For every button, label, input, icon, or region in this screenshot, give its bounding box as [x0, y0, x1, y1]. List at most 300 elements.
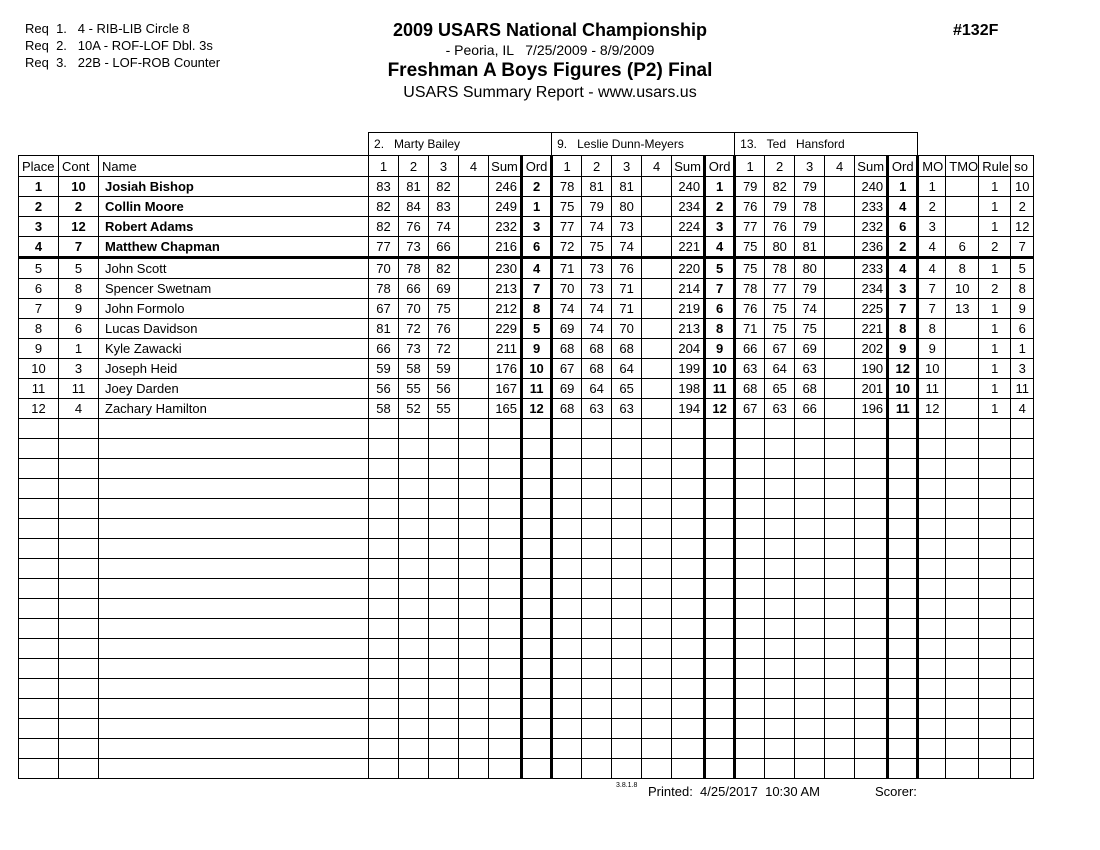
cell-rule: 1 [979, 339, 1011, 359]
cell-score [825, 659, 855, 679]
cell-score [459, 197, 489, 217]
cell-score: 67 [552, 359, 582, 379]
cell-name: Joey Darden [99, 379, 369, 399]
cell-score [429, 599, 459, 619]
cell-sum [489, 519, 522, 539]
cell-score: 58 [369, 399, 399, 419]
cell-place: 4 [19, 237, 59, 258]
cell-sum [672, 539, 705, 559]
empty-row [19, 459, 1034, 479]
cell-score [642, 197, 672, 217]
cell-score [825, 419, 855, 439]
cell-score [582, 619, 612, 639]
cell-score [369, 599, 399, 619]
cell-score [552, 679, 582, 699]
cell-score: 56 [369, 379, 399, 399]
cell-sum [672, 559, 705, 579]
cell-sum: 201 [855, 379, 888, 399]
cell-score [735, 539, 765, 559]
cell-score [399, 679, 429, 699]
cell-mo [918, 459, 946, 479]
cell-mo: 7 [918, 279, 946, 299]
cell-score [642, 559, 672, 579]
cell-score [735, 739, 765, 759]
cell-score [642, 579, 672, 599]
cell-ord [705, 419, 735, 439]
cell-sum [489, 559, 522, 579]
cell-ord [705, 539, 735, 559]
cell-name [99, 739, 369, 759]
cell-score [612, 519, 642, 539]
cell-ord: 6 [705, 299, 735, 319]
cell-sum [489, 759, 522, 779]
cell-place [19, 559, 59, 579]
cell-sum: 232 [855, 217, 888, 237]
cell-score [399, 539, 429, 559]
cell-score: 79 [765, 197, 795, 217]
cell-score [735, 759, 765, 779]
cell-score [369, 419, 399, 439]
cell-sum [672, 519, 705, 539]
cell-score [795, 639, 825, 659]
cell-sum: 176 [489, 359, 522, 379]
cell-sum [672, 419, 705, 439]
cell-sum: 240 [855, 177, 888, 197]
cell-score [765, 459, 795, 479]
cell-sum [489, 499, 522, 519]
cell-cont: 6 [59, 319, 99, 339]
cell-so [1011, 699, 1034, 719]
cell-score [582, 639, 612, 659]
cell-so: 5 [1011, 258, 1034, 279]
cell-score: 63 [582, 399, 612, 419]
cell-score: 81 [369, 319, 399, 339]
cell-score [582, 739, 612, 759]
cell-so [1011, 539, 1034, 559]
cell-score [795, 679, 825, 699]
cell-rule [979, 459, 1011, 479]
cell-score [765, 439, 795, 459]
cell-score: 73 [582, 258, 612, 279]
cell-name [99, 719, 369, 739]
cell-cont: 7 [59, 237, 99, 258]
cell-score [429, 639, 459, 659]
cell-score [429, 619, 459, 639]
cell-ord: 11 [705, 379, 735, 399]
cell-ord [705, 739, 735, 759]
cell-score: 58 [399, 359, 429, 379]
cell-tmo: 13 [946, 299, 979, 319]
cell-score: 66 [369, 339, 399, 359]
cell-score [642, 419, 672, 439]
cell-score [552, 559, 582, 579]
table-row [19, 399, 1034, 419]
cell-ord [888, 579, 918, 599]
cell-score [429, 759, 459, 779]
cell-rule: 1 [979, 359, 1011, 379]
cell-score [612, 419, 642, 439]
cell-score [582, 559, 612, 579]
cell-score [795, 519, 825, 539]
cell-place: 3 [19, 217, 59, 237]
cell-score [765, 519, 795, 539]
cell-place: 5 [19, 258, 59, 279]
cell-score [369, 559, 399, 579]
cell-score: 68 [612, 339, 642, 359]
cell-cont: 5 [59, 258, 99, 279]
cell-mo [918, 579, 946, 599]
cell-rule: 1 [979, 319, 1011, 339]
cell-score [399, 559, 429, 579]
cell-sum: 199 [672, 359, 705, 379]
cell-score [642, 399, 672, 419]
printed-timestamp: Printed: 4/25/2017 10:30 AM [648, 784, 821, 799]
cell-tmo [946, 619, 979, 639]
cell-score [735, 619, 765, 639]
cell-name: John Scott [99, 258, 369, 279]
cell-sum [489, 639, 522, 659]
cell-ord [522, 559, 552, 579]
cell-score: 74 [582, 217, 612, 237]
cell-ord: 6 [888, 217, 918, 237]
cell-sum: 165 [489, 399, 522, 419]
cell-score: 67 [369, 299, 399, 319]
cell-ord [705, 699, 735, 719]
cell-score [825, 217, 855, 237]
cell-score [582, 659, 612, 679]
table-row [19, 258, 1034, 279]
empty-row [19, 599, 1034, 619]
cell-cont: 9 [59, 299, 99, 319]
column-header: Sum [489, 156, 522, 177]
cell-rule [979, 439, 1011, 459]
cell-sum [489, 579, 522, 599]
cell-sum [672, 719, 705, 739]
cell-sum: 190 [855, 359, 888, 379]
cell-score [612, 579, 642, 599]
cell-score [459, 258, 489, 279]
cell-ord [705, 679, 735, 699]
cell-score: 79 [582, 197, 612, 217]
cell-place: 8 [19, 319, 59, 339]
cell-score: 56 [429, 379, 459, 399]
cell-sum: 234 [672, 197, 705, 217]
cell-cont [59, 639, 99, 659]
cell-score [795, 499, 825, 519]
cell-sum: 233 [855, 258, 888, 279]
cell-score [459, 759, 489, 779]
cell-ord: 2 [522, 177, 552, 197]
cell-mo [918, 759, 946, 779]
cell-tmo [946, 499, 979, 519]
cell-score [582, 679, 612, 699]
cell-score [735, 679, 765, 699]
cell-cont [59, 579, 99, 599]
cell-score [612, 499, 642, 519]
cell-sum: 224 [672, 217, 705, 237]
cell-mo [918, 599, 946, 619]
cell-tmo [946, 177, 979, 197]
cell-score [429, 699, 459, 719]
cell-score [612, 639, 642, 659]
cell-score [459, 359, 489, 379]
column-header: 1 [735, 156, 765, 177]
table-row [19, 279, 1034, 299]
cell-sum [672, 599, 705, 619]
cell-score: 71 [735, 319, 765, 339]
cell-score: 78 [765, 258, 795, 279]
cell-score [429, 739, 459, 759]
cell-score: 70 [552, 279, 582, 299]
cell-score [459, 459, 489, 479]
cell-score [642, 319, 672, 339]
cell-score [459, 719, 489, 739]
cell-sum [489, 699, 522, 719]
event-number: #132F [953, 22, 999, 39]
cell-tmo [946, 479, 979, 499]
cell-score: 75 [429, 299, 459, 319]
cell-score [612, 659, 642, 679]
cell-ord [522, 619, 552, 639]
cell-score [825, 258, 855, 279]
cell-score [429, 539, 459, 559]
cell-so [1011, 739, 1034, 759]
cell-sum [489, 679, 522, 699]
cell-score [642, 679, 672, 699]
cell-ord: 11 [888, 399, 918, 419]
cell-so [1011, 759, 1034, 779]
cell-score [552, 739, 582, 759]
cell-score [552, 759, 582, 779]
cell-score: 55 [429, 399, 459, 419]
cell-sum: 213 [672, 319, 705, 339]
cell-cont [59, 619, 99, 639]
cell-score: 74 [795, 299, 825, 319]
column-header: 3 [612, 156, 642, 177]
cell-place [19, 599, 59, 619]
cell-sum [489, 439, 522, 459]
cell-score [765, 699, 795, 719]
judge-header: 13. Ted Hansford [735, 133, 918, 156]
cell-score [795, 699, 825, 719]
cell-name: Collin Moore [99, 197, 369, 217]
cell-score [429, 519, 459, 539]
cell-sum [489, 479, 522, 499]
cell-name [99, 599, 369, 619]
cell-place [19, 619, 59, 639]
column-header: Place [19, 156, 59, 177]
cell-score [795, 479, 825, 499]
column-headers-row [19, 156, 1034, 177]
cell-tmo [946, 579, 979, 599]
cell-score [429, 719, 459, 739]
cell-sum [855, 479, 888, 499]
cell-name [99, 439, 369, 459]
cell-ord [888, 639, 918, 659]
cell-score [552, 639, 582, 659]
cell-mo: 4 [918, 258, 946, 279]
cell-score [735, 479, 765, 499]
column-header: Ord [522, 156, 552, 177]
cell-cont [59, 459, 99, 479]
cell-cont [59, 499, 99, 519]
cell-score [735, 599, 765, 619]
column-header: Sum [855, 156, 888, 177]
cell-score [825, 559, 855, 579]
cell-tmo: 8 [946, 258, 979, 279]
cell-score [369, 679, 399, 699]
cell-rule [979, 719, 1011, 739]
cell-score [735, 719, 765, 739]
cell-score: 69 [552, 319, 582, 339]
cell-sum [855, 719, 888, 739]
cell-score: 74 [429, 217, 459, 237]
cell-score [369, 439, 399, 459]
cell-score [429, 499, 459, 519]
cell-score [612, 759, 642, 779]
cell-mo: 9 [918, 339, 946, 359]
cell-name: Spencer Swetnam [99, 279, 369, 299]
cell-score [642, 339, 672, 359]
cell-place: 11 [19, 379, 59, 399]
cell-score: 70 [399, 299, 429, 319]
cell-score [369, 719, 399, 739]
cell-score [399, 699, 429, 719]
cell-score [825, 619, 855, 639]
cell-score [399, 519, 429, 539]
cell-ord [522, 599, 552, 619]
cell-score [429, 659, 459, 679]
cell-sum [855, 659, 888, 679]
cell-name [99, 619, 369, 639]
cell-score [642, 237, 672, 258]
cell-score [795, 759, 825, 779]
cell-score [459, 639, 489, 659]
cell-score [825, 399, 855, 419]
column-header: MO [918, 156, 946, 177]
cell-score: 68 [582, 339, 612, 359]
cell-cont [59, 479, 99, 499]
empty-row [19, 639, 1034, 659]
cell-ord [522, 539, 552, 559]
column-header: Name [99, 156, 369, 177]
cell-ord [705, 659, 735, 679]
cell-score [825, 237, 855, 258]
cell-score: 68 [552, 399, 582, 419]
cell-place [19, 579, 59, 599]
cell-cont: 10 [59, 177, 99, 197]
cell-rule [979, 759, 1011, 779]
cell-mo [918, 619, 946, 639]
cell-score [765, 599, 795, 619]
cell-tmo [946, 699, 979, 719]
cell-so: 11 [1011, 379, 1034, 399]
cell-score [825, 339, 855, 359]
cell-ord: 3 [705, 217, 735, 237]
empty-row [19, 699, 1034, 719]
cell-tmo [946, 759, 979, 779]
cell-score: 74 [582, 319, 612, 339]
cell-ord: 4 [705, 237, 735, 258]
cell-rule [979, 679, 1011, 699]
cell-score: 83 [429, 197, 459, 217]
cell-score [459, 439, 489, 459]
cell-score: 75 [582, 237, 612, 258]
cell-ord: 9 [522, 339, 552, 359]
cell-score [369, 639, 399, 659]
cell-mo [918, 659, 946, 679]
column-header: 1 [552, 156, 582, 177]
empty-row [19, 719, 1034, 739]
cell-score [795, 659, 825, 679]
cell-score [369, 479, 399, 499]
cell-score: 73 [612, 217, 642, 237]
judge-header: 2. Marty Bailey [369, 133, 552, 156]
cell-score: 76 [735, 197, 765, 217]
cell-score [552, 419, 582, 439]
cell-score [369, 499, 399, 519]
cell-score [369, 519, 399, 539]
cell-rule [979, 539, 1011, 559]
cell-name: Josiah Bishop [99, 177, 369, 197]
cell-ord [888, 719, 918, 739]
cell-sum [672, 659, 705, 679]
cell-score [552, 599, 582, 619]
cell-ord: 5 [522, 319, 552, 339]
cell-score [642, 177, 672, 197]
cell-mo: 1 [918, 177, 946, 197]
cell-score [765, 719, 795, 739]
cell-score [825, 299, 855, 319]
cell-score [735, 519, 765, 539]
cell-score: 68 [552, 339, 582, 359]
cell-name: Kyle Zawacki [99, 339, 369, 359]
cell-rule: 2 [979, 279, 1011, 299]
cell-score [582, 519, 612, 539]
cell-so [1011, 499, 1034, 519]
cell-name [99, 699, 369, 719]
cell-score [459, 499, 489, 519]
column-header: Rule [979, 156, 1011, 177]
cell-score [795, 739, 825, 759]
cell-score [399, 479, 429, 499]
cell-ord: 3 [522, 217, 552, 237]
cell-mo [918, 479, 946, 499]
cell-mo: 11 [918, 379, 946, 399]
cell-score [642, 719, 672, 739]
table-row [19, 177, 1034, 197]
cell-place [19, 659, 59, 679]
cell-sum: 249 [489, 197, 522, 217]
cell-score: 67 [765, 339, 795, 359]
cell-sum: 196 [855, 399, 888, 419]
cell-name [99, 559, 369, 579]
cell-tmo: 6 [946, 237, 979, 258]
cell-so: 10 [1011, 177, 1034, 197]
cell-score [399, 759, 429, 779]
cell-score: 70 [612, 319, 642, 339]
cell-score [795, 559, 825, 579]
cell-name: Zachary Hamilton [99, 399, 369, 419]
cell-score [735, 639, 765, 659]
cell-score [369, 659, 399, 679]
cell-score [369, 739, 399, 759]
cell-ord: 12 [888, 359, 918, 379]
cell-mo [918, 559, 946, 579]
cell-so: 7 [1011, 237, 1034, 258]
cell-sum: 234 [855, 279, 888, 299]
cell-sum: 212 [489, 299, 522, 319]
